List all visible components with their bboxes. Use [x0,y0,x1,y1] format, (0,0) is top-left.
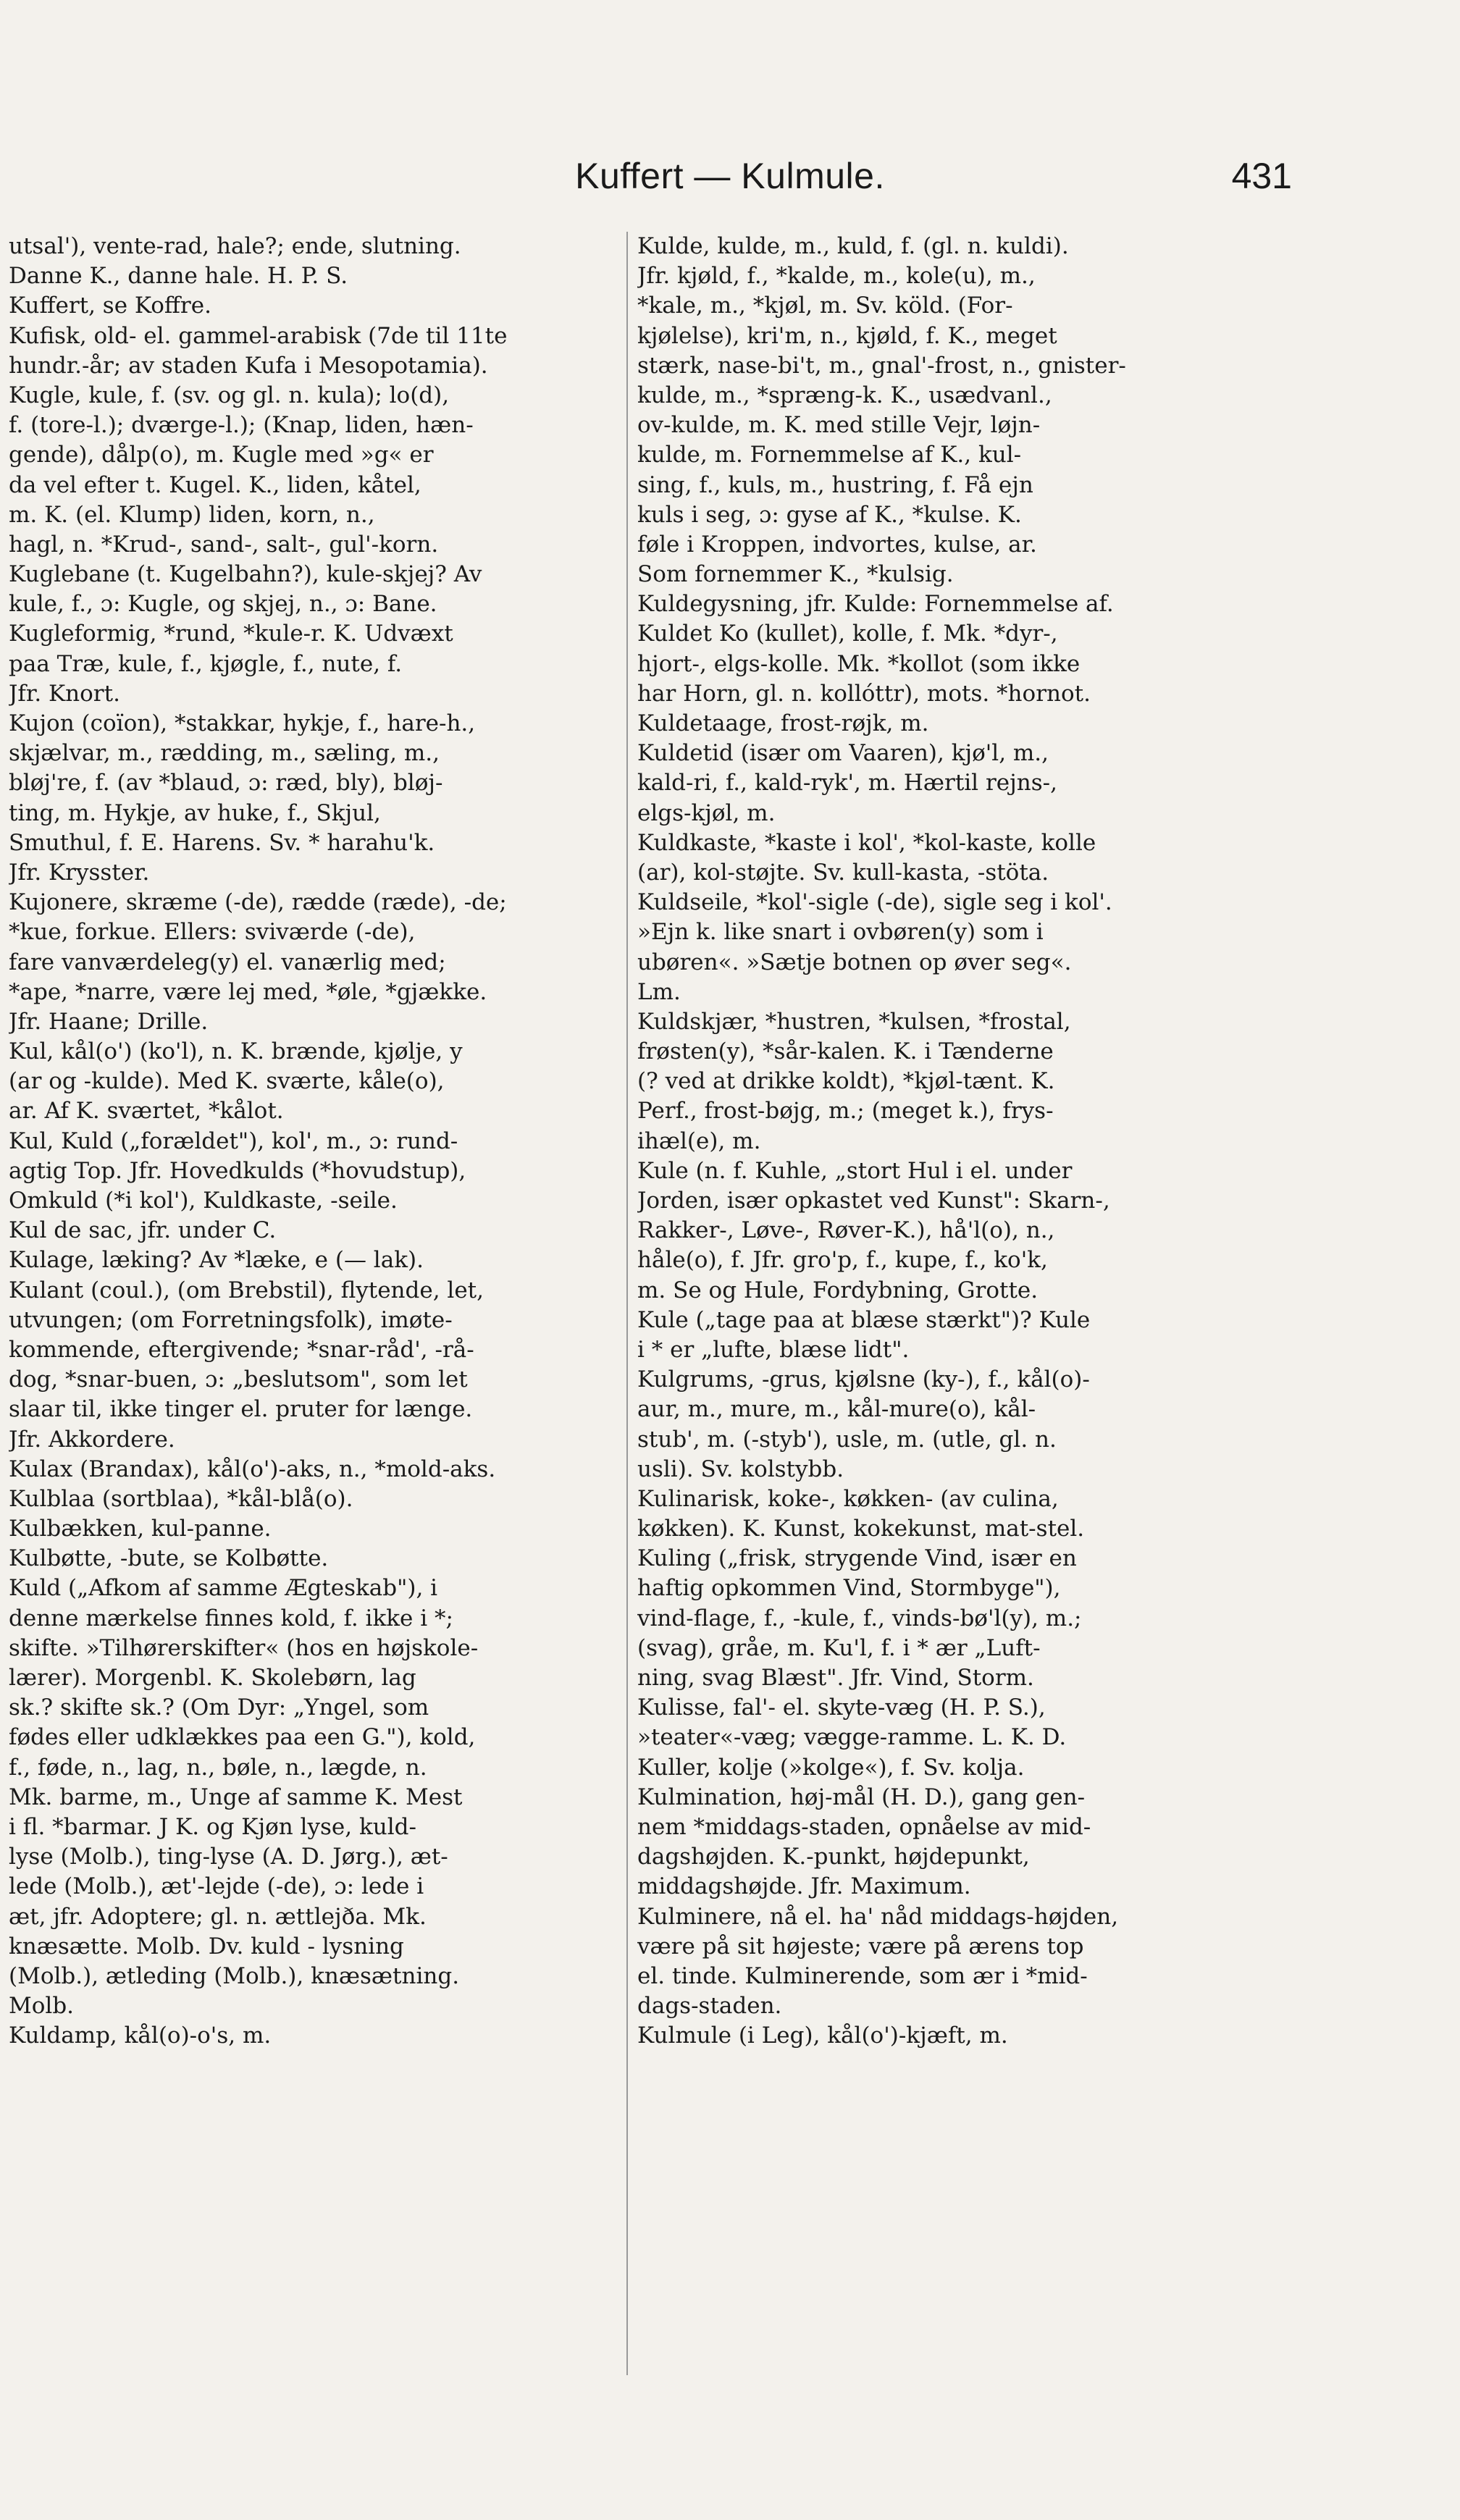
text-line: i * er „lufte, blæse lidt". [637,1336,910,1363]
text-line: Kujon (coïon), *stakkar, hykje, f., hare-h., [9,710,476,736]
page-number: 431 [1231,156,1292,196]
text-line: kule, f., ɔ: Kugle, og skjej, n., ɔ: Bane. [9,591,437,618]
text-line: Jfr. kjøld, f., *kalde, m., kole(u), m., [637,263,1036,290]
text-line: middagshøjde. Jfr. Maximum. [637,1873,971,1900]
text-line: (? ved at drikke koldt), *kjøl-tænt. K. [637,1068,1055,1095]
text-line: slaar til, ikke tinger el. pruter for længe. [9,1396,473,1423]
text-line: Jfr. Haane; Drille. [9,1008,209,1035]
text-line: Kulage, læking? Av *læke, e (— lak). [9,1247,424,1274]
text-line: dags-staden. [637,1993,782,2020]
text-line: aur, m., mure, m., kål-mure(o), kål- [637,1396,1036,1423]
text-line: fødes eller udklækkes paa een G."), kold, [9,1724,476,1751]
text-line: *ape, *narre, være lej med, *øle, *gjække. [9,978,487,1005]
running-title: Kuffert — Kulmule. [575,156,885,196]
text-line: hundr.-år; av staden Kufa i Mesopotamia). [9,352,488,379]
text-line: bløj're, f. (av *blaud, ɔ: ræd, bly), bløj- [9,770,443,797]
text-line: Molb. [9,1993,75,2020]
text-line: f., føde, n., lag, n., bøle, n., lægde, n. [9,1754,427,1781]
text-line: Kujonere, skræme (-de), rædde (ræde), -de; [9,889,507,916]
text-line: Kulde, kulde, m., kuld, f. (gl. n. kuldi). [637,233,1069,259]
text-line: haftig opkommen Vind, Stormbyge"), [637,1575,1061,1602]
text-line: Jfr. Krysster. [9,859,150,886]
text-line: dog, *snar-buen, ɔ: „beslutsom", som let [9,1366,468,1393]
text-line: »Ejn k. like snart i ovbøren(y) som i [637,919,1044,946]
text-line: skifte. »Tilhørerskifter« (hos en højskole- [9,1634,479,1661]
text-line: Kuffert, se Koffre. [9,293,211,319]
text-line: Kulax (Brandax), kål(o')-aks, n., *mold-aks. [9,1456,496,1482]
text-line: Kul de sac, jfr. under C. [9,1217,277,1244]
text-line: Kuld („Afkom af samme Ægteskab"), i [9,1575,438,1602]
text-line: Danne K., danne hale. H. P. S. [9,263,348,290]
text-line: m. Se og Hule, Fordybning, Grotte. [637,1277,1039,1303]
text-line: el. tinde. Kulminerende, som ær i *mid- [637,1962,1088,1989]
text-line: paa Træ, kule, f., kjøgle, f., nute, f. [9,650,403,677]
text-line: Kuldetaage, frost-røjk, m. [637,710,929,736]
text-line: Kugleformig, *rund, *kule-r. K. Udvæxt [9,621,453,647]
text-line: Kuldamp, kål(o)-o's, m. [9,2023,272,2049]
text-line: Kuldseile, *kol'-sigle (-de), sigle seg i kol'. [637,889,1112,916]
text-line: (Molb.), ætleding (Molb.), knæsætning. [9,1962,460,1989]
text-line: Lm. [637,978,681,1005]
text-line: Kugle, kule, f. (sv. og gl. n. kula); lo(d), [9,382,450,408]
text-line: Smuthul, f. E. Harens. Sv. * harahu'k. [9,829,435,856]
text-line: Kulisse, fal'- el. skyte-væg (H. P. S.), [637,1694,1046,1721]
text-line: lede (Molb.), æt'-lejde (-de), ɔ: lede i [9,1873,424,1900]
text-line: dagshøjden. K.-punkt, højdepunkt, [637,1844,1030,1870]
text-line: *kale, m., *kjøl, m. Sv. köld. (For- [637,293,1013,319]
text-line: lyse (Molb.), ting-lyse (A. D. Jørg.), æt- [9,1844,448,1870]
text-line: f. (tore-l.); dværge-l.); (Knap, liden, hæn- [9,412,474,439]
text-line: håle(o), f. Jfr. gro'p, f., kupe, f., ko'k, [637,1247,1048,1274]
text-line: Kuldegysning, jfr. Kulde: Fornemmelse af. [637,591,1114,618]
text-line: føle i Kroppen, indvortes, kulse, ar. [637,531,1037,558]
text-line: ihæl(e), m. [637,1127,761,1154]
text-line: ting, m. Hykje, av huke, f., Skjul, [9,799,381,826]
text-line: denne mærkelse finnes kold, f. ikke i *; [9,1605,453,1631]
text-line: utvungen; (om Forretningsfolk), imøte- [9,1306,453,1333]
text-line: kald-ri, f., kald-ryk', m. Hærtil rejns-, [637,770,1057,797]
text-line: (ar og -kulde). Med K. sværte, kåle(o), [9,1068,445,1095]
text-line: hagl, n. *Krud-, sand-, salt-, gul'-korn. [9,531,439,558]
text-line: Kuldskjær, *hustren, *kulsen, *frostal, [637,1008,1071,1035]
text-line: elgs-kjøl, m. [637,799,776,826]
text-line: kommende, eftergivende; *snar-råd', -rå- [9,1336,474,1363]
text-line: usli). Sv. kolstybb. [637,1456,844,1482]
text-line: »teater«-væg; vægge-ramme. L. K. D. [637,1724,1067,1751]
page-header [0,145,1460,210]
text-line: Kulmination, høj-mål (H. D.), gang gen- [637,1784,1086,1810]
text-line: (svag), gråe, m. Ku'l, f. i * ær „Luft- [637,1634,1041,1661]
text-line: (ar), kol-støjte. Sv. kull-kasta, -stöta. [637,859,1049,886]
text-line: Kul, Kuld („forældet"), kol', m., ɔ: rund- [9,1127,458,1154]
left-column [9,232,632,2404]
text-line: har Horn, gl. n. kollóttr), mots. *hornot. [637,680,1091,707]
column-divider [626,232,628,2375]
text-line: kjølelse), kri'm, n., kjøld, f. K., meget [637,322,1057,349]
text-line: hjort-, elgs-kolle. Mk. *kollot (som ikke [637,650,1081,677]
text-line: Kulbøtte, -bute, se Kolbøtte. [9,1545,329,1572]
text-line: i fl. *barmar. J K. og Kjøn lyse, kuld- [9,1813,416,1840]
text-line: Mk. barme, m., Unge af samme K. Mest [9,1784,463,1810]
text-line: stub', m. (-styb'), usle, m. (utle, gl. n. [637,1426,1057,1453]
text-line: Kuldkaste, *kaste i kol', *kol-kaste, kolle [637,829,1096,856]
text-line: m. K. (el. Klump) liden, korn, n., [9,501,375,528]
text-line: Kufisk, old- el. gammel-arabisk (7de til 11te [9,322,508,349]
text-line: Kuldetid (især om Vaaren), kjø'l, m., [637,740,1049,767]
text-line: fare vanværdeleg(y) el. vanærlig med; [9,949,446,975]
text-line: knæsætte. Molb. Dv. kuld - lysning [9,1933,404,1960]
text-line: Kule („tage paa at blæse stærkt")? Kule [637,1306,1091,1333]
text-line: stærk, nase-bi't, m., gnal'-frost, n., gnister- [637,352,1126,379]
right-column [637,232,1275,2404]
text-line: Kulmule (i Leg), kål(o')-kjæft, m. [637,2023,1008,2049]
text-line: sk.? skifte sk.? (Om Dyr: „Yngel, som [9,1694,429,1721]
text-line: ning, svag Blæst". Jfr. Vind, Storm. [637,1665,1034,1691]
text-line: ubøren«. »Sætje botnen op øver seg«. [637,949,1072,975]
text-line: utsal'), vente-rad, hale?; ende, slutning. [9,233,461,259]
text-line: Jfr. Akkordere. [9,1426,175,1453]
text-line: Kuller, kolje (»kolge«), f. Sv. kolja. [637,1754,1025,1781]
text-line: ar. Af K. sværtet, *kålot. [9,1098,284,1125]
text-line: sing, f., kuls, m., hustring, f. Få ejn [637,471,1033,498]
text-line: æt, jfr. Adoptere; gl. n. ættlejða. Mk. [9,1903,427,1930]
text-line: Kulgrums, -grus, kjølsne (ky-), f., kål(o)- [637,1366,1090,1393]
text-line: være på sit højeste; være på ærens top [637,1933,1084,1960]
text-line: ov-kulde, m. K. med stille Vejr, løjn- [637,412,1041,439]
text-line: kulde, m. Fornemmelse af K., kul- [637,442,1022,469]
text-line: *kue, forkue. Ellers: sviværde (-de), [9,919,416,946]
text-line: Kuldet Ko (kullet), kolle, f. Mk. *dyr-, [637,621,1058,647]
text-line: Kuling („frisk, strygende Vind, især en [637,1545,1077,1572]
text-line: skjælvar, m., rædding, m., sæling, m., [9,740,440,767]
text-line: gende), dålp(o), m. Kugle med »g« er [9,442,434,469]
text-line: Perf., frost-bøjg, m.; (meget k.), frys- [637,1098,1054,1125]
text-line: lærer). Morgenbl. K. Skolebørn, lag [9,1665,416,1691]
text-line: køkken). K. Kunst, kokekunst, mat-stel. [637,1516,1085,1542]
text-line: Kuglebane (t. Kugelbahn?), kule-skjej? Av [9,561,482,588]
text-line: Omkuld (*i kol'), Kuldkaste, -seile. [9,1188,398,1214]
text-line: Kulbækken, kul-panne. [9,1516,272,1542]
text-line: kuls i seg, ɔ: gyse af K., *kulse. K. [637,501,1022,528]
text-line: Som fornemmer K., *kulsig. [637,561,954,588]
text-line: Kule (n. f. Kuhle, „stort Hul i el. under [637,1157,1073,1184]
text-line: Jfr. Knort. [9,680,120,707]
text-line: Rakker-, Løve-, Røver-K.), hå'l(o), n., [637,1217,1055,1244]
text-line: Kul, kål(o') (ko'l), n. K. brænde, kjølje, y [9,1038,463,1065]
text-line: frøsten(y), *sår-kalen. K. i Tænderne [637,1038,1054,1065]
text-line: da vel efter t. Kugel. K., liden, kåtel, [9,471,421,498]
text-line: agtig Top. Jfr. Hovedkulds (*hovudstup), [9,1157,466,1184]
text-line: vind-flage, f., -kule, f., vinds-bø'l(y), m.; [637,1605,1082,1631]
text-line: Kulinarisk, koke-, køkken- (av culina, [637,1485,1059,1512]
text-line: Kulminere, nå el. ha' nåd middags-højden, [637,1903,1119,1930]
text-line: nem *middags-staden, opnåelse av mid- [637,1813,1091,1840]
text-line: kulde, m., *spræng-k. K., usædvanl., [637,382,1052,408]
text-line: Kulant (coul.), (om Brebstil), flytende, let, [9,1277,484,1303]
text-line: Kulblaa (sortblaa), *kål-blå(o). [9,1485,353,1512]
text-line: Jorden, især opkastet ved Kunst": Skarn-, [637,1188,1110,1214]
